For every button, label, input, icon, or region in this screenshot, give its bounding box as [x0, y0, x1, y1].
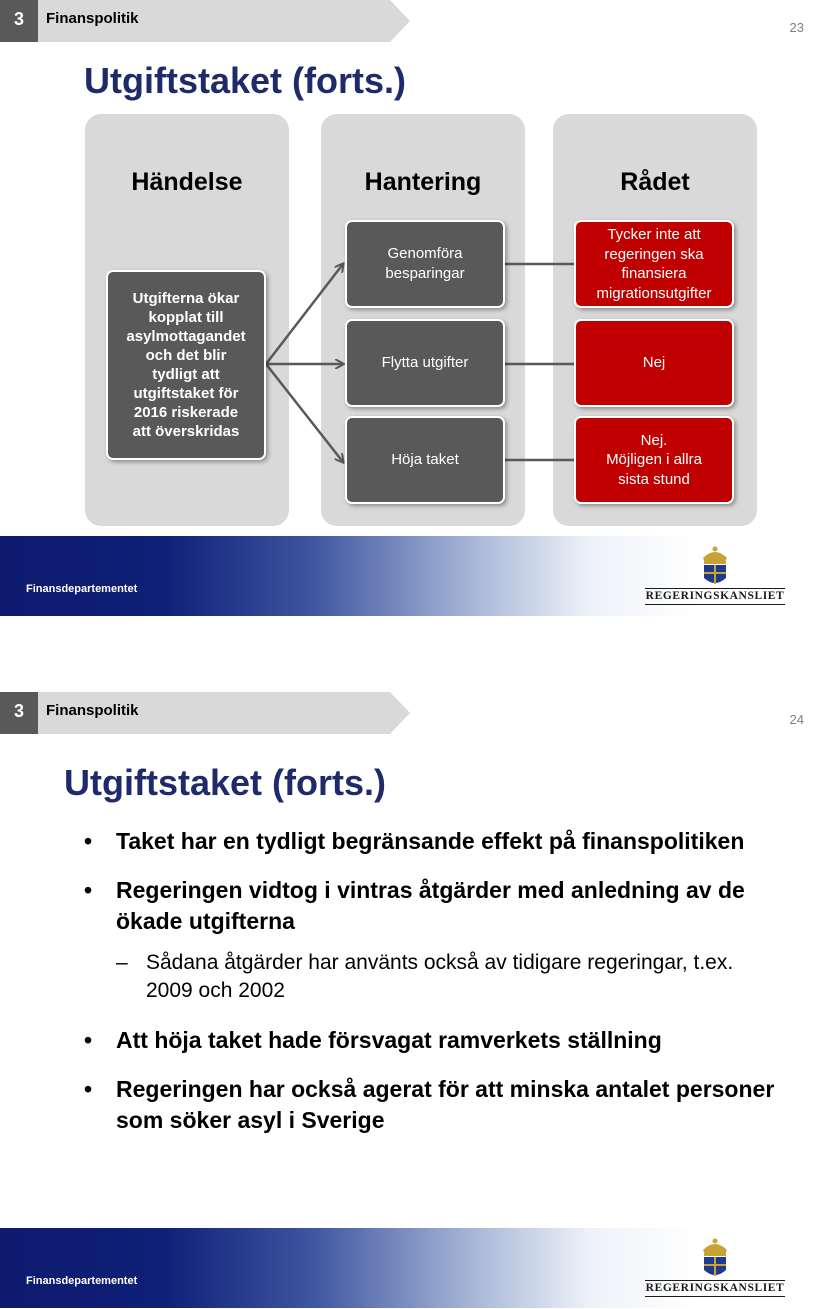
- footer-band: [0, 1228, 820, 1308]
- bullet-list: [80, 826, 780, 1154]
- council-box-1: Tycker inte att regeringen ska finansiera migrationsutgifter: [574, 220, 734, 308]
- bullet-item: • Att höja taket hade försvagat ramverkets ställning: [80, 1025, 780, 1056]
- section-label: Finanspolitik: [46, 10, 139, 27]
- regeringskansliet-logo: [645, 1236, 785, 1298]
- handling-box-raise: Höja taket: [345, 416, 505, 504]
- sub-bullet-item: – Sådana åtgärder har använts också av tidigare regeringar, t.ex. 2009 och 2002: [116, 951, 734, 1002]
- section-number: 3: [0, 692, 38, 734]
- logo-text: REGERINGSKANSLIET: [645, 1282, 785, 1294]
- bullet-icon: •: [84, 877, 93, 903]
- arrow-to-raise: [266, 364, 343, 462]
- page-number: 24: [789, 712, 804, 727]
- bullet-icon: •: [84, 828, 93, 854]
- council-box-2: Nej: [574, 319, 734, 407]
- slide-title: Utgiftstaket (forts.): [64, 762, 386, 803]
- handling-box-savings: Genomföra besparingar: [345, 220, 505, 308]
- column-heading: Händelse: [131, 168, 243, 196]
- arrow-to-savings: [266, 264, 343, 364]
- column-heading: Rådet: [620, 168, 690, 196]
- bullet-item: • Taket har en tydligt begränsande effekt på finanspolitiken: [80, 826, 780, 857]
- logo-text: REGERINGSKANSLIET: [645, 590, 785, 602]
- column-heading: Hantering: [364, 168, 482, 196]
- page-number: 23: [789, 20, 804, 35]
- slide-24: [0, 692, 820, 1308]
- slide-title: Utgiftstaket (forts.): [84, 60, 406, 101]
- footer-department: Finansdepartementet: [26, 1275, 138, 1287]
- council-box-3: Nej. Möjligen i allra sista stund: [574, 416, 734, 504]
- crown-shield-icon: [645, 1236, 785, 1282]
- footer-band: [0, 536, 820, 616]
- regeringskansliet-logo: [645, 544, 785, 606]
- bullet-icon: •: [84, 1076, 93, 1102]
- bullet-icon: •: [84, 1027, 93, 1053]
- bullet-item: • Regeringen har också agerat för att minska antalet personer som söker asyl i Sverige: [84, 1076, 775, 1133]
- section-label: Finanspolitik: [46, 702, 139, 719]
- crown-shield-icon: [645, 544, 785, 590]
- handling-box-move: Flytta utgifter: [345, 319, 505, 407]
- slide-23: [0, 0, 820, 616]
- section-number: 3: [0, 0, 38, 42]
- bullet-item: • Regeringen vidtog i vintras åtgärder med anledning av de ökade utgifterna: [84, 877, 745, 934]
- event-box: Utgifterna ökar kopplat till asylmottagandet och det blir tydligt att utgiftstaket för 2016 riskerade att överskridas: [106, 270, 266, 460]
- footer-department: Finansdepartementet: [26, 583, 138, 595]
- dash-icon: –: [116, 951, 128, 974]
